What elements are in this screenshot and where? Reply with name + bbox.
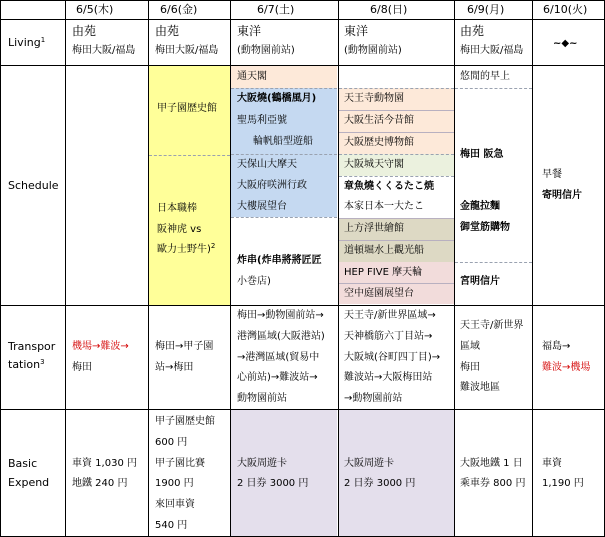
transport-d1-route: 機場→難波→ bbox=[72, 341, 129, 352]
transport-d3-line-3: →港灣區域(貿易中 bbox=[237, 352, 320, 363]
transport-d6-line-2: 難波→機場 bbox=[542, 362, 591, 373]
transport-d4-line-3: 大阪城(谷町四丁目)→ bbox=[344, 352, 441, 363]
living-d3-name: 東洋 bbox=[237, 24, 262, 38]
basic-d2-line-4: 1900 円 bbox=[155, 478, 194, 489]
schedule-d4-divider-1 bbox=[339, 88, 454, 89]
schedule-d4-rule-2 bbox=[339, 132, 454, 133]
grid-row-2 bbox=[0, 65, 605, 66]
basic-d1-line-1: 車資 1,030 円 bbox=[72, 458, 137, 469]
schedule-d5-item-5: 宮明信片 bbox=[460, 276, 500, 287]
schedule-d4-item-5: 章魚燒くくるたこ焼 bbox=[344, 181, 434, 192]
schedule-d3-item-4: 輪帆船型遊船 bbox=[253, 136, 313, 147]
living-d2-name: 由苑 bbox=[155, 24, 180, 38]
transport-d6-line-1: 福島→ bbox=[542, 341, 571, 352]
grid-col-0 bbox=[0, 0, 1, 537]
grid-col-3 bbox=[230, 0, 231, 537]
basic-d3-line-2: 2 日券 3000 円 bbox=[237, 478, 309, 489]
schedule-d5-divider-1 bbox=[455, 88, 532, 89]
schedule-d3-food-1: 炸串(炸串將將匠匠 bbox=[237, 255, 322, 266]
basic-d5-line-2: 乘車券 800 円 bbox=[460, 478, 526, 489]
living-d5-name: 由苑 bbox=[460, 24, 485, 38]
transport-d3-line-5: 動物園前站 bbox=[237, 393, 287, 404]
grid-row-1 bbox=[0, 19, 605, 20]
basic-d2-line-6: 540 円 bbox=[155, 520, 188, 531]
grid-col-2 bbox=[148, 0, 149, 537]
header-day-3: 6/7(土) bbox=[257, 3, 295, 16]
transport-d4-line-1: 天王寺/新世界區域→ bbox=[344, 310, 436, 321]
schedule-d4-item-9: HEP FIVE 摩天輪 bbox=[344, 267, 423, 278]
row-label-transportation-1: Transpor bbox=[8, 340, 56, 353]
basic-d2-line-3: 甲子園比賽 bbox=[155, 458, 205, 469]
schedule-d2-highlight bbox=[149, 66, 230, 305]
grid-row-0 bbox=[0, 0, 605, 1]
transport-d5-line-1: 天王寺/新世界 bbox=[460, 320, 524, 331]
schedule-d5-item-4: 御堂筋購物 bbox=[460, 222, 510, 233]
schedule-d4-item-10: 空中庭園展望台 bbox=[344, 288, 414, 299]
schedule-d4-item-3: 大阪歴史博物館 bbox=[344, 137, 414, 148]
schedule-d4-item-2: 大阪生活今昔館 bbox=[344, 115, 414, 126]
schedule-d3-item-6: 大阪府咲洲行政 bbox=[237, 180, 307, 191]
schedule-d4-item-6: 本家日本一大たこ bbox=[344, 201, 424, 212]
living-d3-area: (動物園前站) bbox=[237, 45, 295, 56]
living-d2-area: 梅田大阪/福島 bbox=[155, 45, 219, 56]
schedule-d3-food-2: 小巻店) bbox=[237, 276, 271, 287]
transport-d2-line-2: 站→梅田 bbox=[155, 362, 194, 373]
basic-d4-bg bbox=[339, 410, 454, 537]
schedule-d3-blue-bg bbox=[231, 88, 337, 217]
grid-col-4 bbox=[338, 0, 339, 537]
living-d4-name: 東洋 bbox=[344, 24, 369, 38]
header-day-6: 6/10(火) bbox=[543, 3, 588, 16]
schedule-d3-item-1: 通天閣 bbox=[237, 71, 267, 82]
row-label-basic-1: Basic bbox=[8, 457, 38, 470]
grid-col-6 bbox=[532, 0, 533, 537]
transport-d2-line-1: 梅田→甲子園 bbox=[155, 341, 214, 352]
basic-d6-line-2: 1,190 円 bbox=[542, 478, 584, 489]
basic-d4-line-1: 大阪周遊卡 bbox=[344, 458, 394, 469]
living-d4-area: (動物園前站) bbox=[344, 45, 402, 56]
schedule-d2-game-2: 阪神虎 vs bbox=[157, 224, 202, 235]
schedule-d4-rule-3 bbox=[339, 240, 454, 241]
schedule-d4-divider-2 bbox=[339, 154, 454, 155]
transport-d5-line-3: 梅田 bbox=[460, 362, 480, 373]
transport-d3-line-2: 港灣區域(大阪港站) bbox=[237, 331, 325, 342]
transport-d4-line-2: 天神橋筋六丁目站→ bbox=[344, 331, 433, 342]
basic-d2-line-5: 來回車資 bbox=[155, 499, 195, 510]
schedule-d2-game-3: 歐力士野牛)$^2$ bbox=[157, 242, 216, 255]
basic-d3-bg bbox=[231, 410, 337, 537]
schedule-d4-divider-3 bbox=[339, 176, 454, 177]
living-d5-area: 梅田大阪/福島 bbox=[460, 45, 524, 56]
header-day-1: 6/5(木) bbox=[76, 3, 114, 16]
schedule-d6-item-2: 寄明信片 bbox=[542, 190, 582, 201]
grid-col-1 bbox=[65, 0, 66, 537]
row-label-schedule: Schedule bbox=[8, 179, 59, 192]
transport-d1-rest: 梅田 bbox=[72, 362, 92, 373]
schedule-d4-item-1: 天王寺動物園 bbox=[344, 93, 404, 104]
schedule-d3-item-7: 大樓展望台 bbox=[237, 201, 287, 212]
header-day-4: 6/8(日) bbox=[370, 3, 408, 16]
basic-d6-line-1: 車資 bbox=[542, 458, 562, 469]
schedule-d4-rule-1 bbox=[339, 110, 454, 111]
schedule-d5-item-1: 悠閒的早上 bbox=[460, 71, 510, 82]
transport-d3-line-4: 心前站)→難波站→ bbox=[237, 372, 318, 383]
basic-d2-line-2: 600 円 bbox=[155, 437, 188, 448]
transport-d5-line-2: 區域 bbox=[460, 341, 480, 352]
schedule-d4-rule-4 bbox=[339, 283, 454, 284]
basic-d3-line-1: 大阪周遊卡 bbox=[237, 458, 287, 469]
schedule-d4-item-8: 道頓堀水上觀光船 bbox=[344, 245, 424, 256]
schedule-d4-rule-5 bbox=[339, 218, 454, 219]
living-d6-ornament: ~◆~ bbox=[553, 38, 578, 49]
header-day-5: 6/9(月) bbox=[467, 3, 505, 16]
basic-d4-line-2: 2 日券 3000 円 bbox=[344, 478, 416, 489]
grid-row-3 bbox=[0, 305, 605, 306]
schedule-d3-divider-2 bbox=[231, 154, 337, 155]
schedule-d2-museum: 甲子園歴史館 bbox=[157, 103, 217, 114]
basic-d2-line-1: 甲子園歴史館 bbox=[155, 416, 215, 427]
schedule-d3-divider-1 bbox=[231, 88, 337, 89]
living-d1-name: 由苑 bbox=[72, 24, 97, 38]
transport-d5-line-4: 難波地區 bbox=[460, 382, 500, 393]
grid-row-4 bbox=[0, 409, 605, 410]
schedule-d3-divider-3 bbox=[231, 217, 337, 218]
schedule-d5-item-3: 金龍拉麵 bbox=[460, 201, 500, 212]
schedule-d4-item-4: 大阪城天守閣 bbox=[344, 159, 404, 170]
schedule-d2-game-1: 日本職棒 bbox=[157, 203, 197, 214]
header-day-2: 6/6(金) bbox=[160, 3, 198, 16]
transport-d4-line-5: →動物園前站 bbox=[344, 393, 403, 404]
schedule-d3-item-5: 天保山大摩天 bbox=[237, 159, 297, 170]
basic-d1-line-2: 地鐵 240 円 bbox=[72, 478, 128, 489]
basic-d5-line-1: 大阪地鐵 1 日 bbox=[460, 458, 523, 469]
row-label-living: Living$^1$ bbox=[8, 36, 46, 49]
transport-d4-line-4: 難波站→大阪梅田站 bbox=[344, 372, 433, 383]
schedule-d6-item-1: 早餐 bbox=[542, 169, 562, 180]
living-d1-area: 梅田大阪/福島 bbox=[72, 45, 136, 56]
row-label-transportation-2: tation$^3$ bbox=[8, 358, 45, 371]
schedule-d5-divider-2 bbox=[455, 262, 532, 263]
transport-d3-line-1: 梅田→動物園前站→ bbox=[237, 310, 324, 321]
schedule-d3-item-2: 大阪燒(鶴橋風月) bbox=[237, 93, 317, 104]
schedule-d5-item-2: 梅田 阪急 bbox=[460, 149, 504, 160]
schedule-d4-item-7: 上方浮世繪館 bbox=[344, 223, 404, 234]
row-label-basic-2: Expend bbox=[8, 476, 50, 489]
schedule-d2-divider bbox=[149, 155, 230, 156]
schedule-d3-item-3: 聖馬利亞號 bbox=[237, 115, 287, 126]
grid-col-5 bbox=[454, 0, 455, 537]
